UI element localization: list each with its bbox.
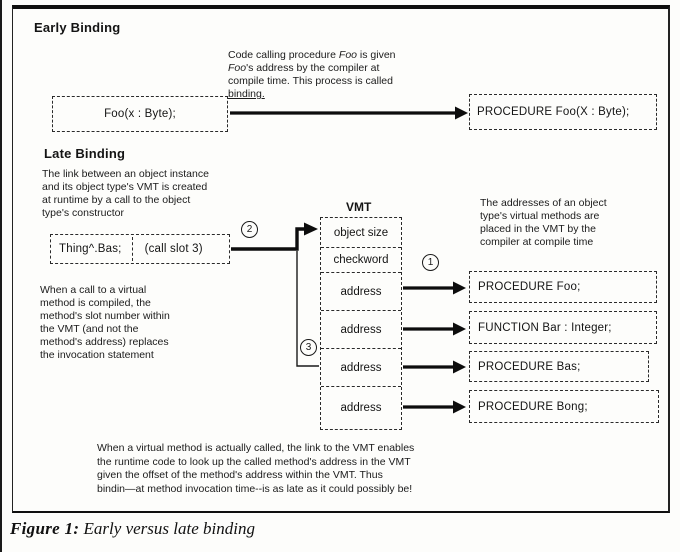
note-line: The addresses of an object <box>480 197 607 209</box>
note-line: type's virtual methods are <box>480 210 600 222</box>
step-marker-2: 2 <box>241 221 258 238</box>
vmt-title: VMT <box>346 200 372 214</box>
note-line: placed in the VMT by the <box>480 223 596 235</box>
note-line: the VMT (and not the <box>40 323 139 335</box>
note-line: the invocation statement <box>40 349 154 361</box>
late-call-box <box>50 234 230 264</box>
note-line: method's slot number within <box>40 310 170 322</box>
late-binding-heading: Late Binding <box>44 146 126 161</box>
method-box-bar: FUNCTION Bar : Integer; <box>469 311 657 344</box>
vmt-row-object-size: object size <box>333 226 389 239</box>
note-line: Foo's address by the compiler at <box>228 62 380 74</box>
note-line: type's constructor <box>42 207 124 219</box>
note-line: When a virtual method is actually called, the link to the VMT enables <box>97 442 415 454</box>
note-line: method is compiled, the <box>40 297 151 309</box>
late-call-slot: (call slot 3) <box>144 243 203 255</box>
note-line: the runtime code to look up the called method's address in the VMT <box>97 455 411 468</box>
early-procedure-box: PROCEDURE Foo(X : Byte); <box>469 94 657 130</box>
vmt-row-address-2: address <box>321 310 401 348</box>
note-line: When a call to a virtual <box>40 284 147 296</box>
slot-number-note <box>40 284 170 362</box>
note-line: binding. <box>228 88 265 100</box>
note-line: The link between an object instance <box>42 168 209 180</box>
early-binding-note <box>228 49 396 101</box>
method-box-foo: PROCEDURE Foo; <box>469 271 657 303</box>
addresses-note <box>480 197 607 249</box>
method-box-bas: PROCEDURE Bas; <box>469 351 649 382</box>
late-call-statement: Thing^.Bas; <box>59 243 122 255</box>
method-box-bong: PROCEDURE Bong; <box>469 390 659 423</box>
runtime-note <box>97 442 414 496</box>
early-call-box: Foo(x : Byte); <box>52 96 228 132</box>
vmt-row-address-1: address <box>321 272 401 310</box>
step-marker-1: 1 <box>422 254 439 271</box>
figure-caption-text: Early versus late binding <box>79 519 255 538</box>
vmt-table <box>320 217 402 430</box>
figure-caption-label: Figure 1: <box>10 519 80 538</box>
note-line: method's address) replaces <box>40 336 169 348</box>
note-line: compiler at compile time <box>480 236 594 248</box>
figure-caption <box>10 519 255 539</box>
constructor-note <box>42 168 209 220</box>
early-binding-heading: Early Binding <box>34 20 121 35</box>
step-marker-3: 3 <box>300 339 317 356</box>
note-line: Code calling procedure Foo is given <box>228 49 396 61</box>
note-line: compile time. This process is called <box>228 75 393 87</box>
vmt-row-address-3: address <box>321 348 401 386</box>
note-line: bindin—at method invocation time--is as late as it could possibly be! <box>97 482 413 495</box>
note-line: given the offset of the method's address within the VMT. Thus <box>97 469 383 481</box>
note-line: and its object type's VMT is created <box>42 181 208 193</box>
note-line: at runtime by a call to the object <box>42 194 191 206</box>
vmt-row-checkword: checkword <box>321 247 401 272</box>
vmt-row-address-4: address <box>321 386 401 429</box>
